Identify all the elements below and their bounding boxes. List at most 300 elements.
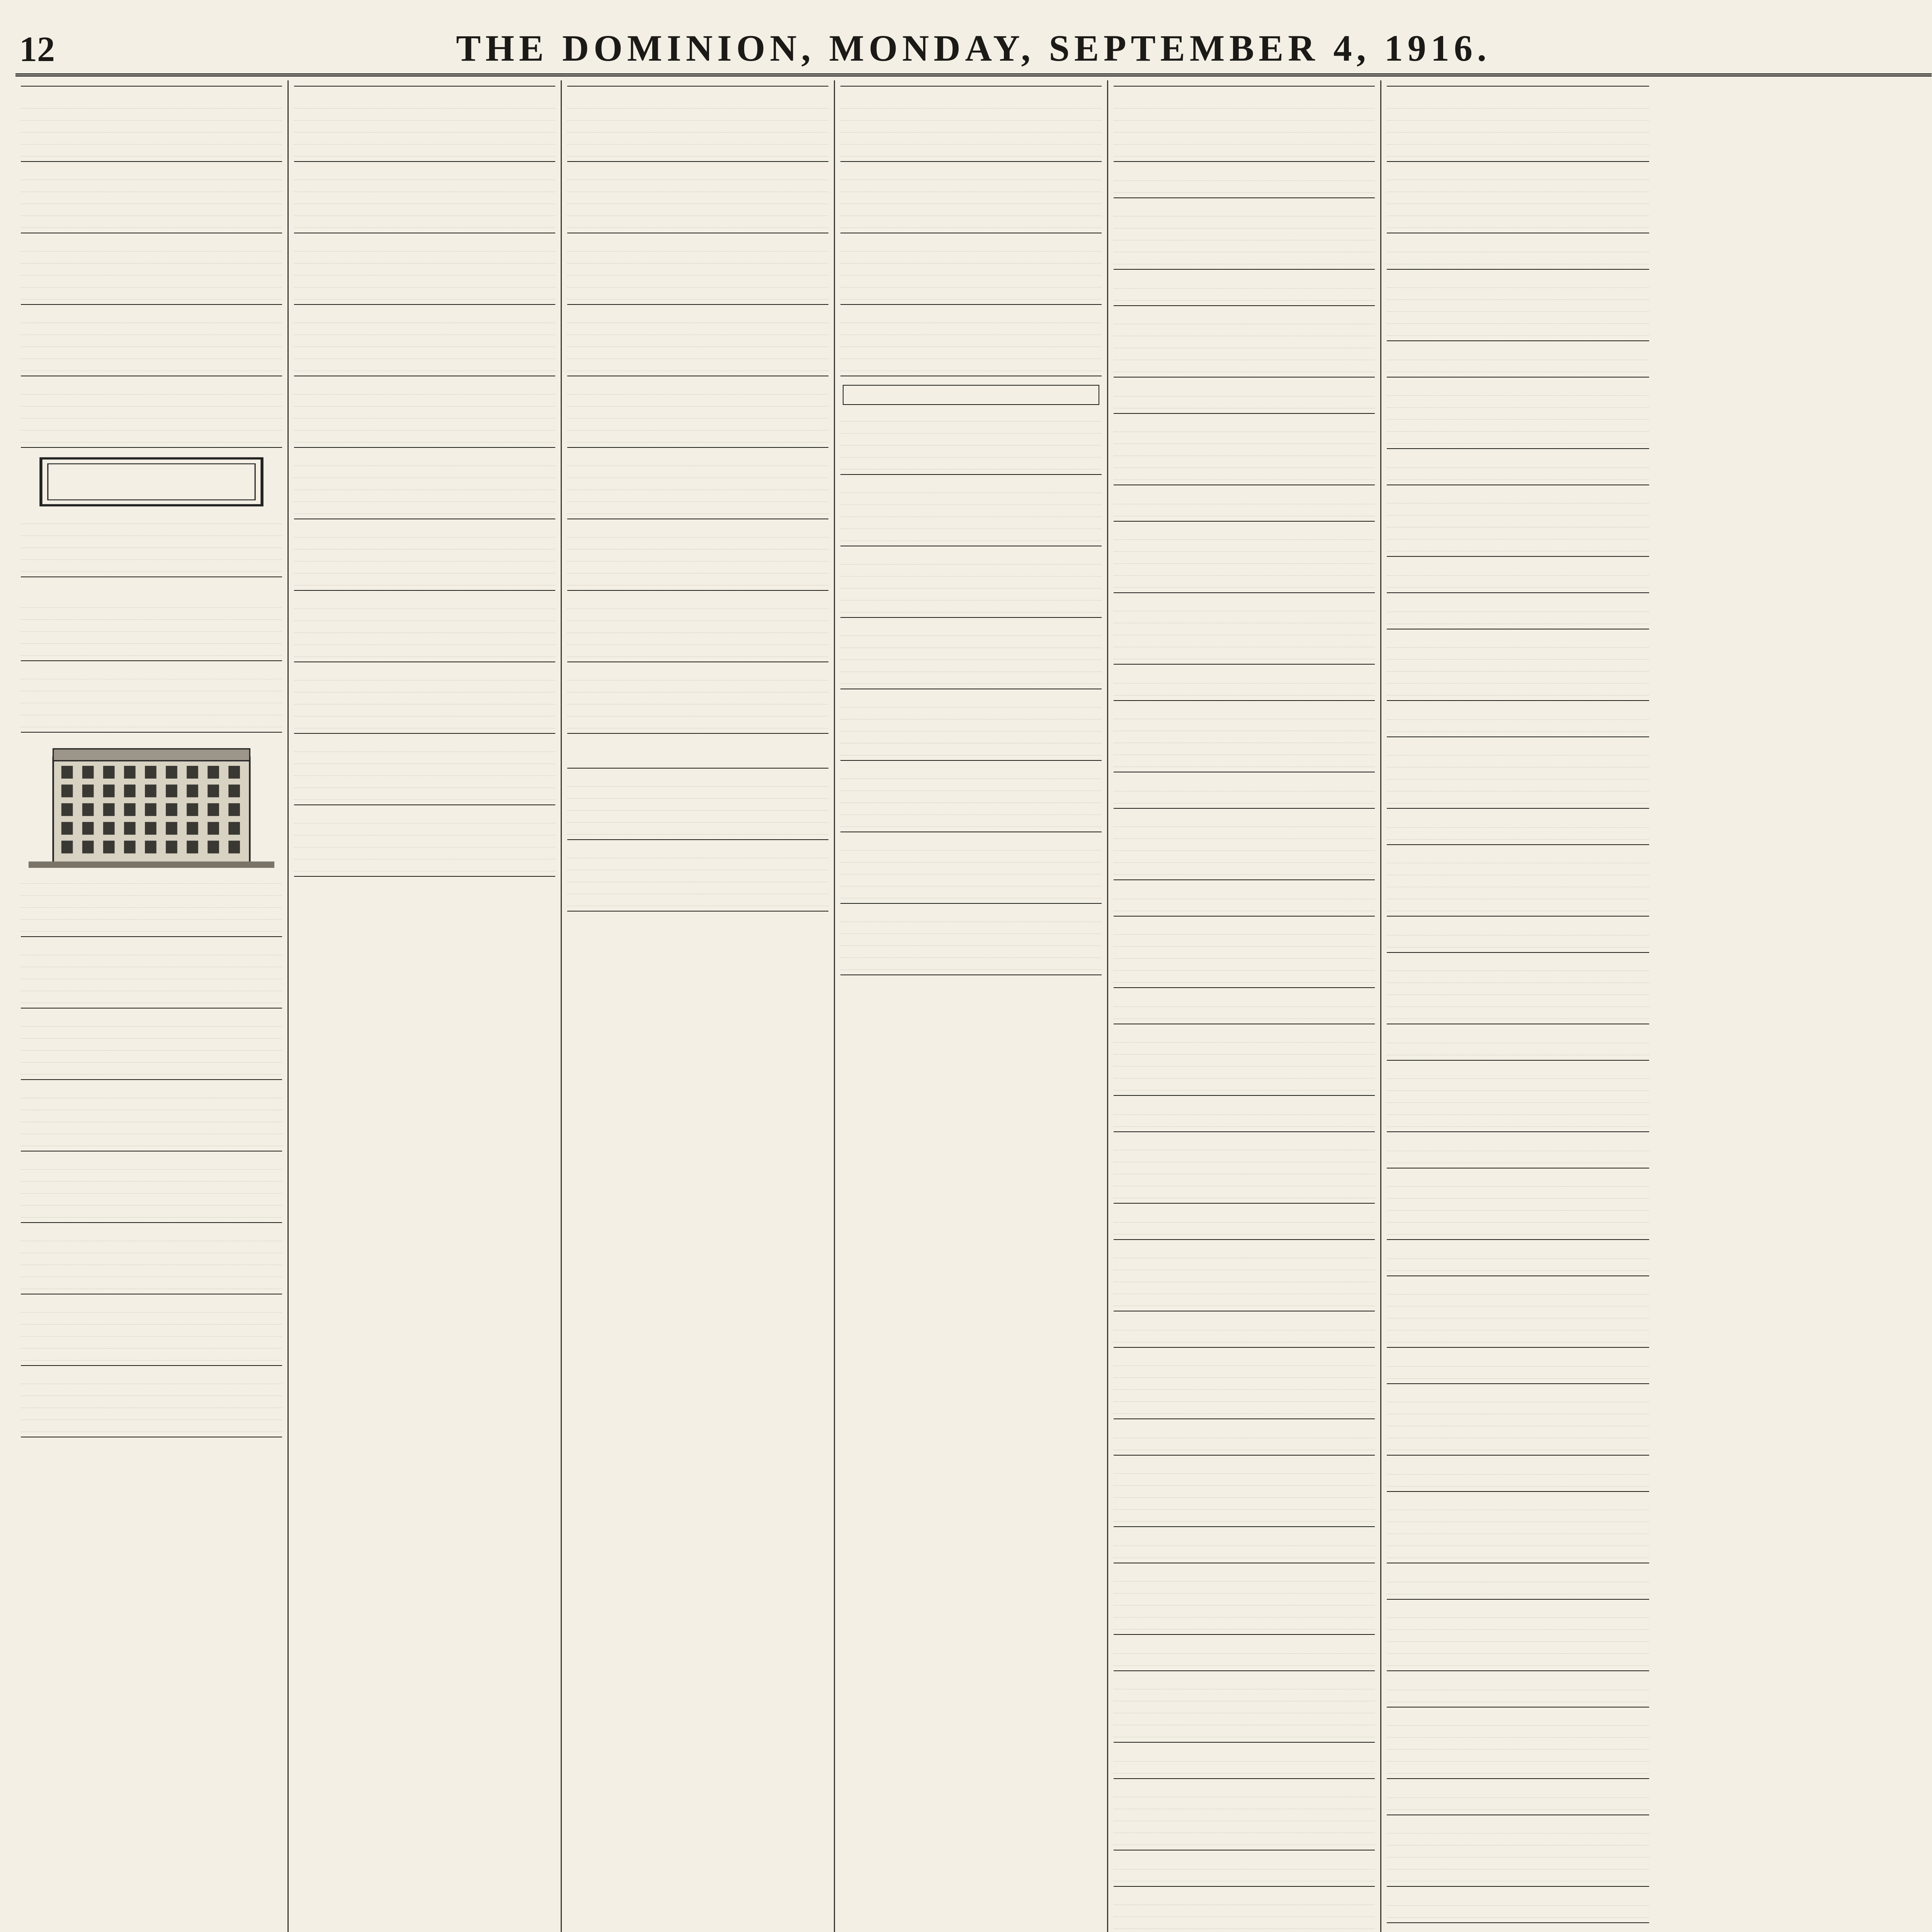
small-print <box>1387 97 1649 156</box>
print-line <box>21 632 282 644</box>
print-line <box>567 633 828 645</box>
advertisement <box>1387 845 1649 917</box>
print-line <box>840 264 1102 276</box>
print-line <box>1387 1690 1649 1702</box>
print-line <box>1114 1186 1375 1198</box>
print-line <box>840 240 1102 252</box>
print-line <box>21 536 282 548</box>
print-line <box>840 946 1102 958</box>
advertisement <box>1114 593 1375 665</box>
print-line <box>21 1015 282 1027</box>
print-line <box>567 490 828 502</box>
print-line <box>21 1086 282 1098</box>
small-print <box>567 775 828 835</box>
print-line <box>567 858 828 870</box>
print-line <box>21 1337 282 1349</box>
print-line <box>1114 959 1375 971</box>
print-line <box>1387 1738 1649 1750</box>
print-line <box>567 561 828 573</box>
print-line <box>1114 169 1375 181</box>
print-line <box>1114 1066 1375 1078</box>
print-line <box>1387 1630 1649 1642</box>
print-line <box>840 707 1102 719</box>
print-line <box>1387 1726 1649 1738</box>
small-print <box>1387 348 1649 372</box>
print-line <box>1387 1654 1649 1666</box>
print-line <box>294 823 555 835</box>
print-line <box>1387 168 1649 180</box>
print-line <box>567 216 828 228</box>
print-line <box>1387 959 1649 971</box>
print-line <box>294 252 555 264</box>
print-line <box>21 168 282 180</box>
print-line <box>1114 1594 1375 1605</box>
print-line <box>1387 648 1649 660</box>
print-line <box>1114 1007 1375 1019</box>
print-line <box>1387 97 1649 109</box>
print-line <box>1114 947 1375 959</box>
print-line <box>294 847 555 859</box>
print-line <box>294 240 555 252</box>
print-line <box>1387 1798 1649 1810</box>
small-print <box>21 667 282 727</box>
print-line <box>840 335 1102 347</box>
print-line <box>840 446 1102 457</box>
advertisement <box>567 769 828 840</box>
print-line <box>840 276 1102 287</box>
print-line <box>21 1182 282 1194</box>
print-line <box>21 548 282 560</box>
print-line <box>1114 1390 1375 1402</box>
print-line <box>294 680 555 692</box>
advertisement <box>1387 1671 1649 1708</box>
print-line <box>1114 336 1375 348</box>
advertisement <box>294 376 555 448</box>
print-line <box>1114 1486 1375 1498</box>
print-line <box>1387 1845 1649 1857</box>
print-line <box>567 894 828 906</box>
print-line <box>294 621 555 633</box>
print-line <box>21 145 282 156</box>
advertisement <box>1114 701 1375 772</box>
print-line <box>567 870 828 882</box>
print-line <box>1114 1054 1375 1066</box>
print-line <box>1387 420 1649 432</box>
print-line <box>567 704 828 716</box>
print-line <box>567 692 828 704</box>
print-line <box>840 850 1102 862</box>
print-line <box>1114 552 1375 564</box>
small-print <box>1114 1354 1375 1414</box>
print-line <box>21 418 282 430</box>
print-line <box>1114 1762 1375 1774</box>
print-line <box>1114 1677 1375 1689</box>
advertisement <box>1387 1492 1649 1563</box>
print-line <box>21 109 282 121</box>
small-print <box>840 553 1102 612</box>
small-print <box>567 526 828 585</box>
small-print <box>1387 1678 1649 1702</box>
print-line <box>1387 995 1649 1007</box>
print-line <box>1387 1906 1649 1918</box>
small-print <box>567 846 828 906</box>
advertisement <box>21 1366 282 1437</box>
print-line <box>840 719 1102 731</box>
print-line <box>567 811 828 823</box>
print-line <box>1387 636 1649 648</box>
print-line <box>1114 1713 1375 1725</box>
advertisement <box>567 233 828 305</box>
print-line <box>1114 1258 1375 1270</box>
print-line <box>294 490 555 502</box>
print-line <box>1114 1354 1375 1366</box>
print-line <box>1387 828 1649 840</box>
small-print <box>1114 707 1375 767</box>
print-line <box>21 1301 282 1313</box>
print-line <box>1114 1689 1375 1701</box>
print-line <box>1114 1750 1375 1762</box>
advertisement <box>1114 1887 1375 1932</box>
advertisement <box>1387 1240 1649 1276</box>
column-header <box>294 80 555 87</box>
advertisement <box>1114 880 1375 917</box>
small-print <box>1387 492 1649 551</box>
advertisement <box>1114 665 1375 701</box>
small-print <box>1387 1390 1649 1450</box>
small-print <box>567 168 828 228</box>
small-print <box>294 240 555 299</box>
small-print <box>1114 1211 1375 1235</box>
print-line <box>1387 971 1649 983</box>
print-line <box>21 908 282 920</box>
print-line <box>567 478 828 490</box>
advertisement <box>294 448 555 519</box>
small-print <box>1387 384 1649 444</box>
print-line <box>294 180 555 192</box>
print-line <box>294 597 555 609</box>
print-line <box>840 862 1102 874</box>
print-line <box>21 192 282 204</box>
print-line <box>294 276 555 287</box>
small-print <box>1387 1786 1649 1810</box>
advertisement <box>294 90 555 162</box>
print-line <box>1387 1786 1649 1798</box>
print-line <box>294 216 555 228</box>
print-line <box>294 811 555 823</box>
print-line <box>294 287 555 299</box>
small-print <box>1387 168 1649 228</box>
advertisement <box>21 577 282 661</box>
print-line <box>1114 1797 1375 1809</box>
small-print <box>840 240 1102 299</box>
print-line <box>1114 1642 1375 1654</box>
print-line <box>1387 492 1649 503</box>
small-print <box>1387 1031 1649 1055</box>
print-line <box>1387 923 1649 935</box>
print-line <box>840 252 1102 264</box>
print-line <box>1387 708 1649 720</box>
print-line <box>294 430 555 442</box>
print-line <box>21 691 282 703</box>
advertisement <box>1114 988 1375 1024</box>
print-line <box>21 406 282 418</box>
print-line <box>21 644 282 656</box>
advertisement <box>1387 1024 1649 1061</box>
small-print <box>567 383 828 442</box>
print-line <box>840 779 1102 791</box>
advertisement <box>567 305 828 376</box>
print-line <box>1114 1857 1375 1869</box>
print-line <box>1114 743 1375 755</box>
print-line <box>294 264 555 276</box>
print-line <box>840 359 1102 371</box>
advertisement <box>1114 378 1375 414</box>
print-line <box>1114 672 1375 684</box>
small-print <box>1387 1498 1649 1558</box>
print-line <box>1387 1929 1649 1932</box>
advertisement <box>1387 270 1649 341</box>
columns <box>15 77 1932 1932</box>
print-line <box>1114 348 1375 360</box>
small-print <box>1387 1570 1649 1594</box>
small-print <box>21 872 282 932</box>
print-line <box>840 505 1102 517</box>
print-line <box>1114 851 1375 863</box>
print-line <box>1387 1079 1649 1091</box>
print-line <box>840 565 1102 577</box>
print-line <box>1114 396 1375 408</box>
print-line <box>294 323 555 335</box>
advertisement <box>1114 1348 1375 1419</box>
print-line <box>21 240 282 252</box>
print-line <box>1114 1809 1375 1821</box>
small-print <box>1114 277 1375 301</box>
advertisement <box>1387 449 1649 485</box>
print-line <box>840 874 1102 886</box>
advertisement <box>294 305 555 376</box>
print-line <box>840 922 1102 934</box>
print-line <box>1114 444 1375 456</box>
print-line <box>1114 1366 1375 1378</box>
print-line <box>1387 1642 1649 1654</box>
print-line <box>21 1349 282 1361</box>
small-print <box>840 838 1102 898</box>
print-line <box>21 180 282 192</box>
small-print <box>1114 1103 1375 1127</box>
advertisement <box>21 448 282 577</box>
advertisement <box>1114 917 1375 988</box>
small-print <box>21 1158 282 1218</box>
advertisement <box>567 376 828 448</box>
small-print <box>567 311 828 371</box>
print-line <box>21 347 282 359</box>
small-print <box>294 597 555 657</box>
print-line <box>1114 528 1375 540</box>
advertisement <box>1387 1708 1649 1779</box>
print-line <box>1114 468 1375 480</box>
print-line <box>1387 1115 1649 1127</box>
print-line <box>1387 600 1649 612</box>
print-line <box>294 311 555 323</box>
print-line <box>294 859 555 871</box>
print-line <box>1387 252 1649 264</box>
print-line <box>1387 863 1649 875</box>
print-line <box>1114 1929 1375 1932</box>
print-line <box>1387 1546 1649 1558</box>
small-print <box>1387 1247 1649 1271</box>
print-line <box>840 660 1102 672</box>
print-line <box>1114 779 1375 791</box>
print-line <box>21 323 282 335</box>
print-line <box>1114 1617 1375 1629</box>
print-line <box>1114 1031 1375 1043</box>
small-print <box>294 740 555 800</box>
small-print <box>294 668 555 728</box>
print-line <box>1387 672 1649 684</box>
advertisement <box>840 376 1102 475</box>
small-print <box>1114 1785 1375 1845</box>
print-line <box>21 896 282 908</box>
print-line <box>1114 971 1375 983</box>
print-line <box>21 1372 282 1384</box>
advertisement <box>840 904 1102 975</box>
advertisement <box>1114 485 1375 522</box>
small-print <box>21 1229 282 1289</box>
advertisement <box>1387 162 1649 233</box>
advertisement <box>1387 485 1649 557</box>
print-line <box>21 1253 282 1265</box>
print-line <box>840 121 1102 133</box>
print-line <box>1387 1211 1649 1223</box>
print-line <box>1114 1917 1375 1929</box>
print-line <box>21 287 282 299</box>
print-line <box>1387 1306 1649 1318</box>
print-line <box>1387 1139 1649 1151</box>
print-line <box>1387 1869 1649 1881</box>
print-line <box>567 454 828 466</box>
print-line <box>1387 1534 1649 1546</box>
print-line <box>1114 277 1375 289</box>
print-line <box>840 481 1102 493</box>
print-line <box>1114 1294 1375 1306</box>
print-line <box>1114 899 1375 911</box>
advertisement <box>1387 90 1649 162</box>
small-print <box>294 383 555 442</box>
advertisement <box>21 1223 282 1294</box>
print-line <box>1114 228 1375 240</box>
print-line <box>21 703 282 715</box>
print-line <box>840 145 1102 156</box>
advertisement <box>1387 1061 1649 1132</box>
print-line <box>1114 1211 1375 1223</box>
print-line <box>294 609 555 621</box>
print-line <box>21 1206 282 1218</box>
print-line <box>1114 839 1375 851</box>
print-line <box>21 967 282 979</box>
print-line <box>1114 1582 1375 1594</box>
print-line <box>840 109 1102 121</box>
print-line <box>21 596 282 608</box>
print-line <box>1387 1426 1649 1438</box>
advertisement <box>567 662 828 734</box>
print-line <box>294 776 555 788</box>
print-line <box>1114 635 1375 647</box>
print-line <box>840 886 1102 898</box>
advertisement <box>1387 1923 1649 1932</box>
print-line <box>1387 432 1649 444</box>
print-line <box>21 1384 282 1396</box>
small-print <box>21 383 282 442</box>
print-line <box>21 359 282 371</box>
advertisement <box>294 662 555 734</box>
small-print <box>840 410 1102 469</box>
advertisement <box>1114 198 1375 270</box>
print-line <box>1387 1103 1649 1115</box>
print-line <box>294 347 555 359</box>
print-line <box>840 624 1102 636</box>
small-print <box>1387 816 1649 840</box>
print-line <box>1387 1223 1649 1235</box>
print-line <box>567 716 828 728</box>
print-line <box>1114 1246 1375 1258</box>
small-print <box>1387 1463 1649 1486</box>
advertisement <box>1387 1276 1649 1348</box>
print-line <box>1114 611 1375 623</box>
small-print <box>21 1086 282 1146</box>
advertisement <box>21 90 282 162</box>
advertisement <box>840 233 1102 305</box>
print-line <box>1114 1498 1375 1510</box>
advertisement <box>1387 701 1649 737</box>
print-line <box>1114 109 1375 121</box>
advertisement <box>21 233 282 305</box>
print-line <box>294 395 555 406</box>
print-line <box>294 335 555 347</box>
print-line <box>21 620 282 632</box>
advertisement <box>567 519 828 591</box>
print-line <box>1114 815 1375 827</box>
print-line <box>1387 755 1649 767</box>
advertisement <box>1114 306 1375 378</box>
advertisement <box>294 805 555 877</box>
farms-box <box>843 385 1099 405</box>
small-print <box>1387 276 1649 336</box>
small-print <box>21 596 282 656</box>
print-line <box>1387 1318 1649 1330</box>
small-print <box>1387 636 1649 696</box>
print-line <box>567 204 828 216</box>
print-line <box>294 454 555 466</box>
print-line <box>294 561 555 573</box>
advertisement <box>1387 629 1649 701</box>
small-print <box>567 454 828 514</box>
small-print <box>1114 1426 1375 1450</box>
small-print <box>1387 743 1649 803</box>
advertisement <box>1387 1168 1649 1240</box>
small-print <box>1387 1139 1649 1163</box>
print-line <box>1114 731 1375 743</box>
small-print <box>1387 923 1649 947</box>
small-print <box>294 168 555 228</box>
print-line <box>294 168 555 180</box>
advertisement <box>1387 737 1649 809</box>
small-print <box>1114 1677 1375 1737</box>
print-line <box>1387 1714 1649 1726</box>
print-line <box>21 920 282 932</box>
print-line <box>1387 1606 1649 1618</box>
print-line <box>1114 623 1375 635</box>
advertisement <box>21 937 282 1009</box>
